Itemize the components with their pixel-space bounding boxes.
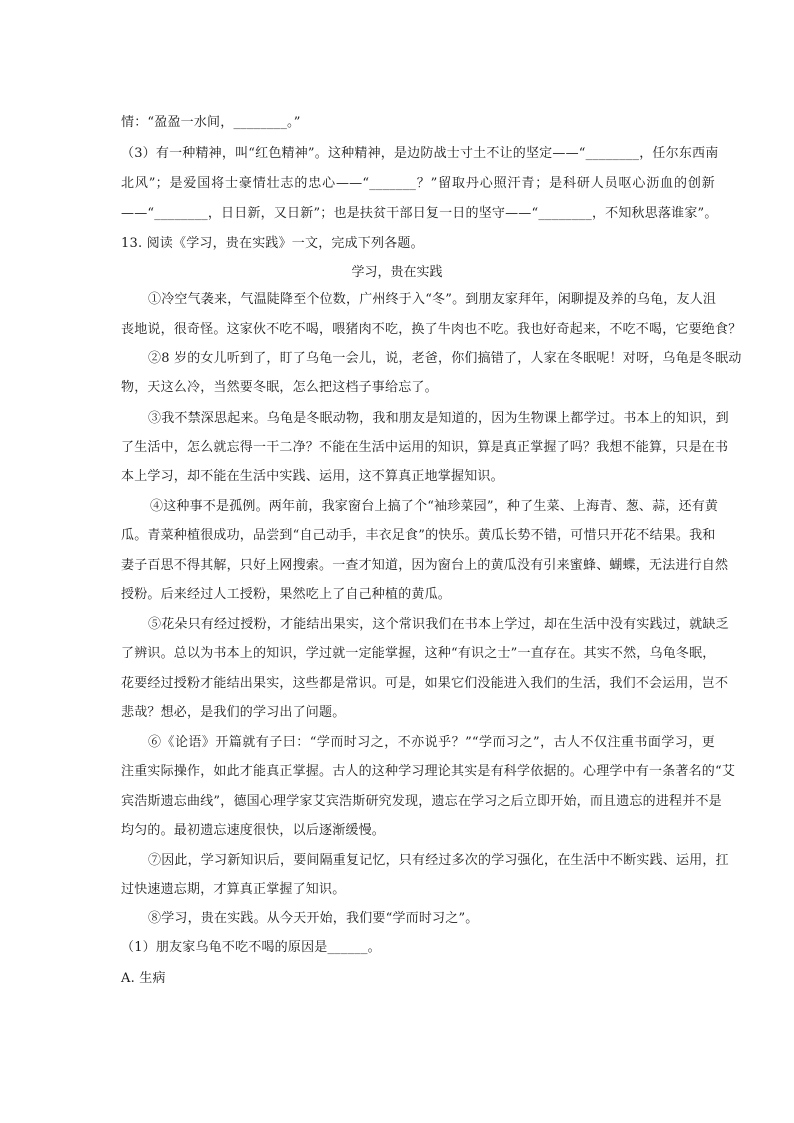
paragraph-7-line-2: 过快速遗忘期，才算真正掌握了知识。 — [121, 882, 346, 897]
option-a[interactable]: A. 生病 — [121, 971, 166, 986]
paragraph-5-line-1: ⑤花朵只有经过授粉，才能结出果实，这个常识我们在书本上学过，却在生活中没有实践过，就缺乏 — [148, 617, 729, 632]
paragraph-8: ⑧学习，贵在实践。从今天开始，我们要“学而时习之”。 — [148, 911, 479, 926]
paragraph-3-line-2: 了生活中，怎么就忘得一干二净？不能在生活中运用的知识，算是真正掌握了吗？我想不能算，只是在书 — [121, 440, 729, 455]
paragraph-5-line-4: 悲哉？想必，是我们的学习出了问题。 — [121, 705, 346, 720]
question-3-line-1: （3）有一种精神，叫“红色精神”。这种精神，是边防战士寸土不让的坚定——“________，任尔东西南 — [121, 146, 719, 161]
paragraph-5-line-2: 了辨识。总以为书本上的知识，学过就一定能掌握，这种“有识之士”一直存在。其实不然，乌龟冬眠， — [121, 646, 716, 661]
paragraph-2-line-1: ②8 岁的女儿听到了，盯了乌龟一会儿，说，老爸，你们搞错了，人家在冬眠呢！对呀，乌龟是冬眠动 — [148, 351, 742, 366]
paragraph-4-line-3: 妻子百思不得其解，只好上网搜索。一查才知道，因为窗台上的黄瓜没有引来蜜蜂、蝴蝶，无法进行自然 — [121, 558, 729, 573]
paragraph-6-line-2: 注重实际操作，如此才能真正掌握。古人的这种学习理论其实是有科学依据的。心理学中有一条著名的“艾 — [121, 764, 736, 779]
sub-question-1: （1）朋友家乌龟不吃不喝的原因是______。 — [121, 940, 381, 955]
poem-fill-line: 情：“盈盈一水间，________。” — [121, 115, 301, 130]
paragraph-4-line-4: 授粉。后来经过人工授粉，果然吃上了自己种植的黄瓜。 — [121, 587, 452, 602]
paragraph-3-line-1: ③我不禁深思起来。乌龟是冬眠动物，我和朋友是知道的，因为生物课上都学过。书本上的知识，到 — [148, 411, 729, 426]
paragraph-6-line-1: ⑥《论语》开篇就有子曰：“学而时习之，不亦说乎？”“学而习之”，古人不仅注重书面学习，更 — [148, 735, 715, 750]
paragraph-5-line-3: 花要经过授粉才能结出果实，这些都是常识。可是，如果它们没能进入我们的生活，我们不会运用，岂不 — [121, 676, 729, 691]
paragraph-3-line-3: 本上学习，却不能在生活中实践、运用，这不算真正地掌握知识。 — [121, 469, 504, 484]
paragraph-1-line-1: ①冷空气袭来，气温陡降至个位数，广州终于入“冬”。到朋友家拜年，闲聊提及养的乌龟，友人沮 — [148, 292, 717, 307]
paragraph-2-line-2: 物，天这么冷，当然要冬眠，怎么把这档子事给忘了。 — [121, 380, 438, 395]
paragraph-1-line-2: 丧地说，很奇怪。这家伙不吃不喝，喂猪肉不吃，换了牛肉也不吃。我也好奇起来，不吃不喝，它要绝食？ — [121, 322, 742, 337]
paragraph-6-line-4: 均匀的。最初遗忘速度很快，以后逐渐缓慢。 — [121, 823, 386, 838]
paragraph-4-line-2: 瓜。青菜种植很成功，品尝到“自己动手，丰衣足食”的快乐。黄瓜长势不错，可惜只开花不结果。我和 — [121, 528, 716, 543]
paragraph-6-line-3: 宾浩斯遗忘曲线”，德国心理学家艾宾浩斯研究发现，遗忘在学习之后立即开始，而且遗忘的进程并不是 — [121, 794, 722, 809]
question-3-line-3: ——“________，日日新，又日新”；也是扶贫干部日复一日的坚守——“________，不知秋思落谁家”。 — [121, 206, 718, 221]
paragraph-4-line-1: ④这种事不是孤例。两年前，我家窗台上搞了个“袖珍菜园”，种了生菜、上海青、葱、蒜，还有黄 — [150, 499, 719, 514]
article-title: 学习，贵在实践 — [351, 265, 443, 280]
question-3-line-2: 北风”；是爱国将士豪情壮志的忠心——“_______？”留取丹心照汗青；是科研人员呕心沥血的创新 — [121, 176, 715, 191]
paragraph-7-line-1: ⑦因此，学习新知识后，要间隔重复记忆，只有经过多次的学习强化，在生活中不断实践、运用，扛 — [148, 853, 729, 868]
question-13-heading: 13. 阅读《学习，贵在实践》一文，完成下列各题。 — [121, 236, 424, 251]
